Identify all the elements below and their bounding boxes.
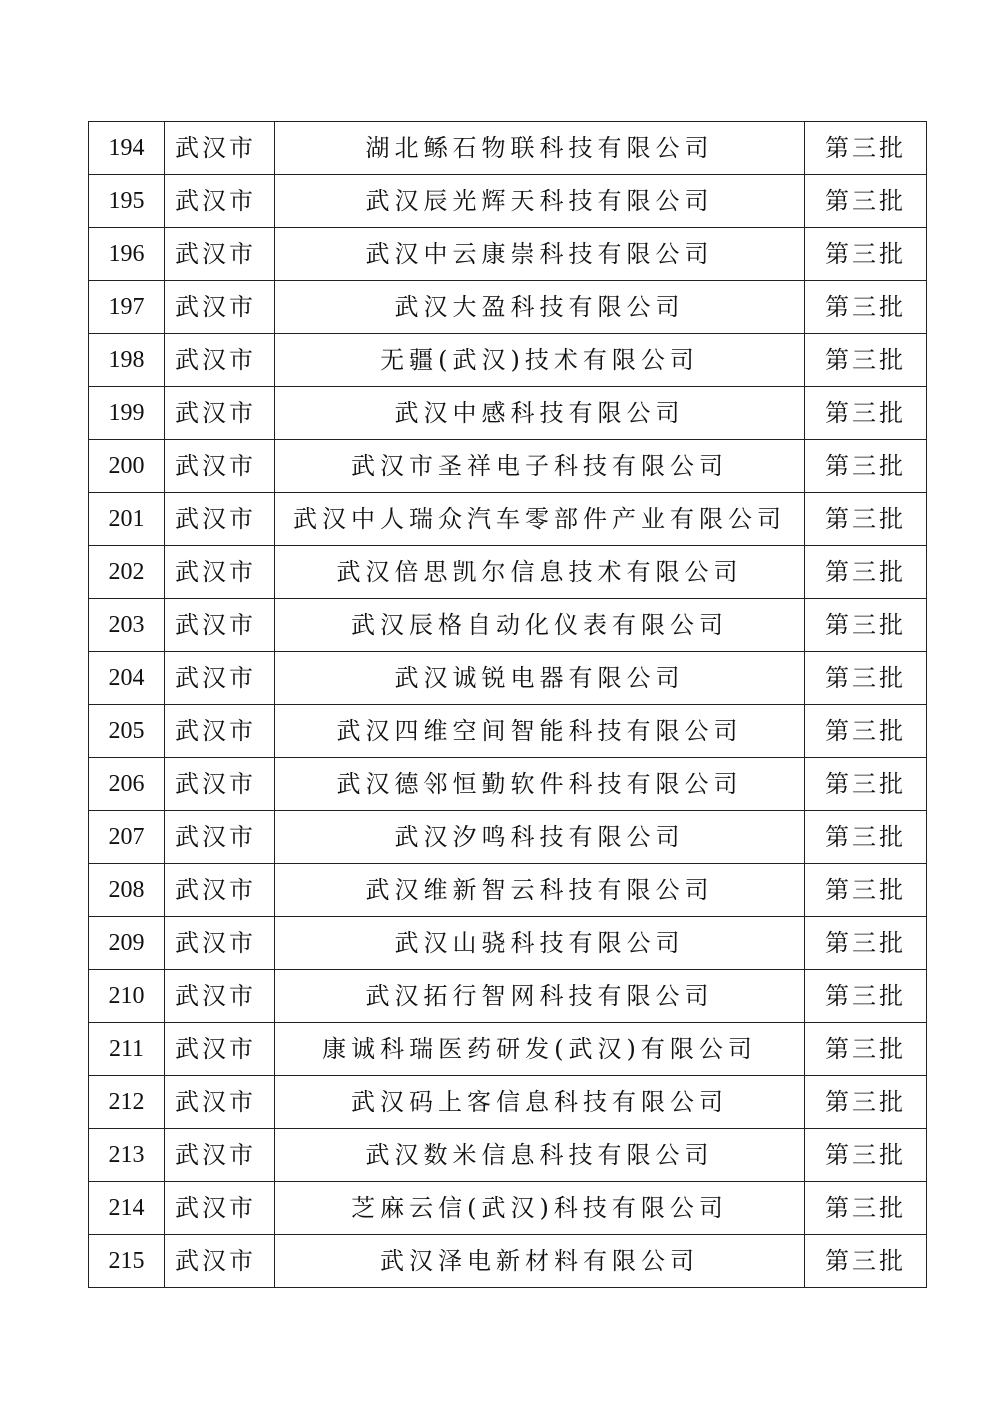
city-cell: 武汉市 <box>165 1182 275 1235</box>
city-cell: 武汉市 <box>165 811 275 864</box>
table-body <box>89 122 927 1288</box>
city-cell: 武汉市 <box>165 970 275 1023</box>
row-number-cell: 208 <box>89 864 165 917</box>
table-row <box>89 970 927 1023</box>
city-cell: 武汉市 <box>165 758 275 811</box>
table-row <box>89 811 927 864</box>
company-name-cell: 康诚科瑞医药研发(武汉)有限公司 <box>275 1023 805 1076</box>
row-number-cell: 215 <box>89 1235 165 1288</box>
row-number-cell: 203 <box>89 599 165 652</box>
batch-cell: 第三批 <box>805 917 927 970</box>
company-name-cell: 武汉辰光辉天科技有限公司 <box>275 175 805 228</box>
city-cell: 武汉市 <box>165 1023 275 1076</box>
city-cell: 武汉市 <box>165 652 275 705</box>
row-number-cell: 205 <box>89 705 165 758</box>
company-name-cell: 武汉四维空间智能科技有限公司 <box>275 705 805 758</box>
table-row <box>89 175 927 228</box>
batch-cell: 第三批 <box>805 758 927 811</box>
batch-cell: 第三批 <box>805 864 927 917</box>
batch-cell: 第三批 <box>805 493 927 546</box>
city-cell: 武汉市 <box>165 387 275 440</box>
row-number-cell: 198 <box>89 334 165 387</box>
company-name-cell: 武汉码上客信息科技有限公司 <box>275 1076 805 1129</box>
row-number-cell: 201 <box>89 493 165 546</box>
batch-cell: 第三批 <box>805 1235 927 1288</box>
batch-cell: 第三批 <box>805 1023 927 1076</box>
city-cell: 武汉市 <box>165 705 275 758</box>
row-number-cell: 202 <box>89 546 165 599</box>
row-number-cell: 212 <box>89 1076 165 1129</box>
table-row <box>89 122 927 175</box>
table-row <box>89 334 927 387</box>
table-row <box>89 864 927 917</box>
company-name-cell: 武汉汐鸣科技有限公司 <box>275 811 805 864</box>
table-row <box>89 1023 927 1076</box>
row-number-cell: 210 <box>89 970 165 1023</box>
company-name-cell: 武汉拓行智网科技有限公司 <box>275 970 805 1023</box>
company-name-cell: 武汉中人瑞众汽车零部件产业有限公司 <box>275 493 805 546</box>
city-cell: 武汉市 <box>165 228 275 281</box>
table-row <box>89 440 927 493</box>
batch-cell: 第三批 <box>805 334 927 387</box>
row-number-cell: 209 <box>89 917 165 970</box>
row-number-cell: 204 <box>89 652 165 705</box>
batch-cell: 第三批 <box>805 122 927 175</box>
table-row <box>89 917 927 970</box>
batch-cell: 第三批 <box>805 1076 927 1129</box>
table-row <box>89 387 927 440</box>
batch-cell: 第三批 <box>805 546 927 599</box>
row-number-cell: 206 <box>89 758 165 811</box>
company-name-cell: 芝麻云信(武汉)科技有限公司 <box>275 1182 805 1235</box>
batch-cell: 第三批 <box>805 652 927 705</box>
table-row <box>89 1235 927 1288</box>
batch-cell: 第三批 <box>805 175 927 228</box>
batch-cell: 第三批 <box>805 599 927 652</box>
city-cell: 武汉市 <box>165 864 275 917</box>
company-name-cell: 武汉中感科技有限公司 <box>275 387 805 440</box>
company-name-cell: 武汉辰格自动化仪表有限公司 <box>275 599 805 652</box>
company-name-cell: 武汉数米信息科技有限公司 <box>275 1129 805 1182</box>
company-name-cell: 武汉市圣祥电子科技有限公司 <box>275 440 805 493</box>
company-name-cell: 武汉泽电新材料有限公司 <box>275 1235 805 1288</box>
city-cell: 武汉市 <box>165 1235 275 1288</box>
table-row <box>89 546 927 599</box>
table-row <box>89 1182 927 1235</box>
table-row <box>89 493 927 546</box>
table-row <box>89 1129 927 1182</box>
row-number-cell: 214 <box>89 1182 165 1235</box>
batch-cell: 第三批 <box>805 1129 927 1182</box>
table-row <box>89 599 927 652</box>
batch-cell: 第三批 <box>805 705 927 758</box>
city-cell: 武汉市 <box>165 493 275 546</box>
company-name-cell: 武汉大盈科技有限公司 <box>275 281 805 334</box>
city-cell: 武汉市 <box>165 175 275 228</box>
table-row <box>89 1076 927 1129</box>
batch-cell: 第三批 <box>805 1182 927 1235</box>
city-cell: 武汉市 <box>165 122 275 175</box>
city-cell: 武汉市 <box>165 1129 275 1182</box>
city-cell: 武汉市 <box>165 546 275 599</box>
batch-cell: 第三批 <box>805 228 927 281</box>
batch-cell: 第三批 <box>805 281 927 334</box>
company-name-cell: 武汉倍思凯尔信息技术有限公司 <box>275 546 805 599</box>
row-number-cell: 196 <box>89 228 165 281</box>
city-cell: 武汉市 <box>165 281 275 334</box>
city-cell: 武汉市 <box>165 440 275 493</box>
row-number-cell: 194 <box>89 122 165 175</box>
company-name-cell: 湖北鲧石物联科技有限公司 <box>275 122 805 175</box>
table-row <box>89 228 927 281</box>
company-name-cell: 武汉德邻恒勤软件科技有限公司 <box>275 758 805 811</box>
row-number-cell: 207 <box>89 811 165 864</box>
company-name-cell: 无疆(武汉)技术有限公司 <box>275 334 805 387</box>
batch-cell: 第三批 <box>805 440 927 493</box>
table-row <box>89 652 927 705</box>
row-number-cell: 213 <box>89 1129 165 1182</box>
row-number-cell: 199 <box>89 387 165 440</box>
row-number-cell: 211 <box>89 1023 165 1076</box>
company-name-cell: 武汉维新智云科技有限公司 <box>275 864 805 917</box>
city-cell: 武汉市 <box>165 1076 275 1129</box>
batch-cell: 第三批 <box>805 387 927 440</box>
city-cell: 武汉市 <box>165 599 275 652</box>
company-name-cell: 武汉山骁科技有限公司 <box>275 917 805 970</box>
batch-cell: 第三批 <box>805 811 927 864</box>
row-number-cell: 200 <box>89 440 165 493</box>
batch-cell: 第三批 <box>805 970 927 1023</box>
row-number-cell: 195 <box>89 175 165 228</box>
city-cell: 武汉市 <box>165 917 275 970</box>
row-number-cell: 197 <box>89 281 165 334</box>
table-row <box>89 705 927 758</box>
company-name-cell: 武汉诚锐电器有限公司 <box>275 652 805 705</box>
table-row <box>89 281 927 334</box>
company-list-table <box>88 121 927 1288</box>
table-row <box>89 758 927 811</box>
company-name-cell: 武汉中云康崇科技有限公司 <box>275 228 805 281</box>
city-cell: 武汉市 <box>165 334 275 387</box>
